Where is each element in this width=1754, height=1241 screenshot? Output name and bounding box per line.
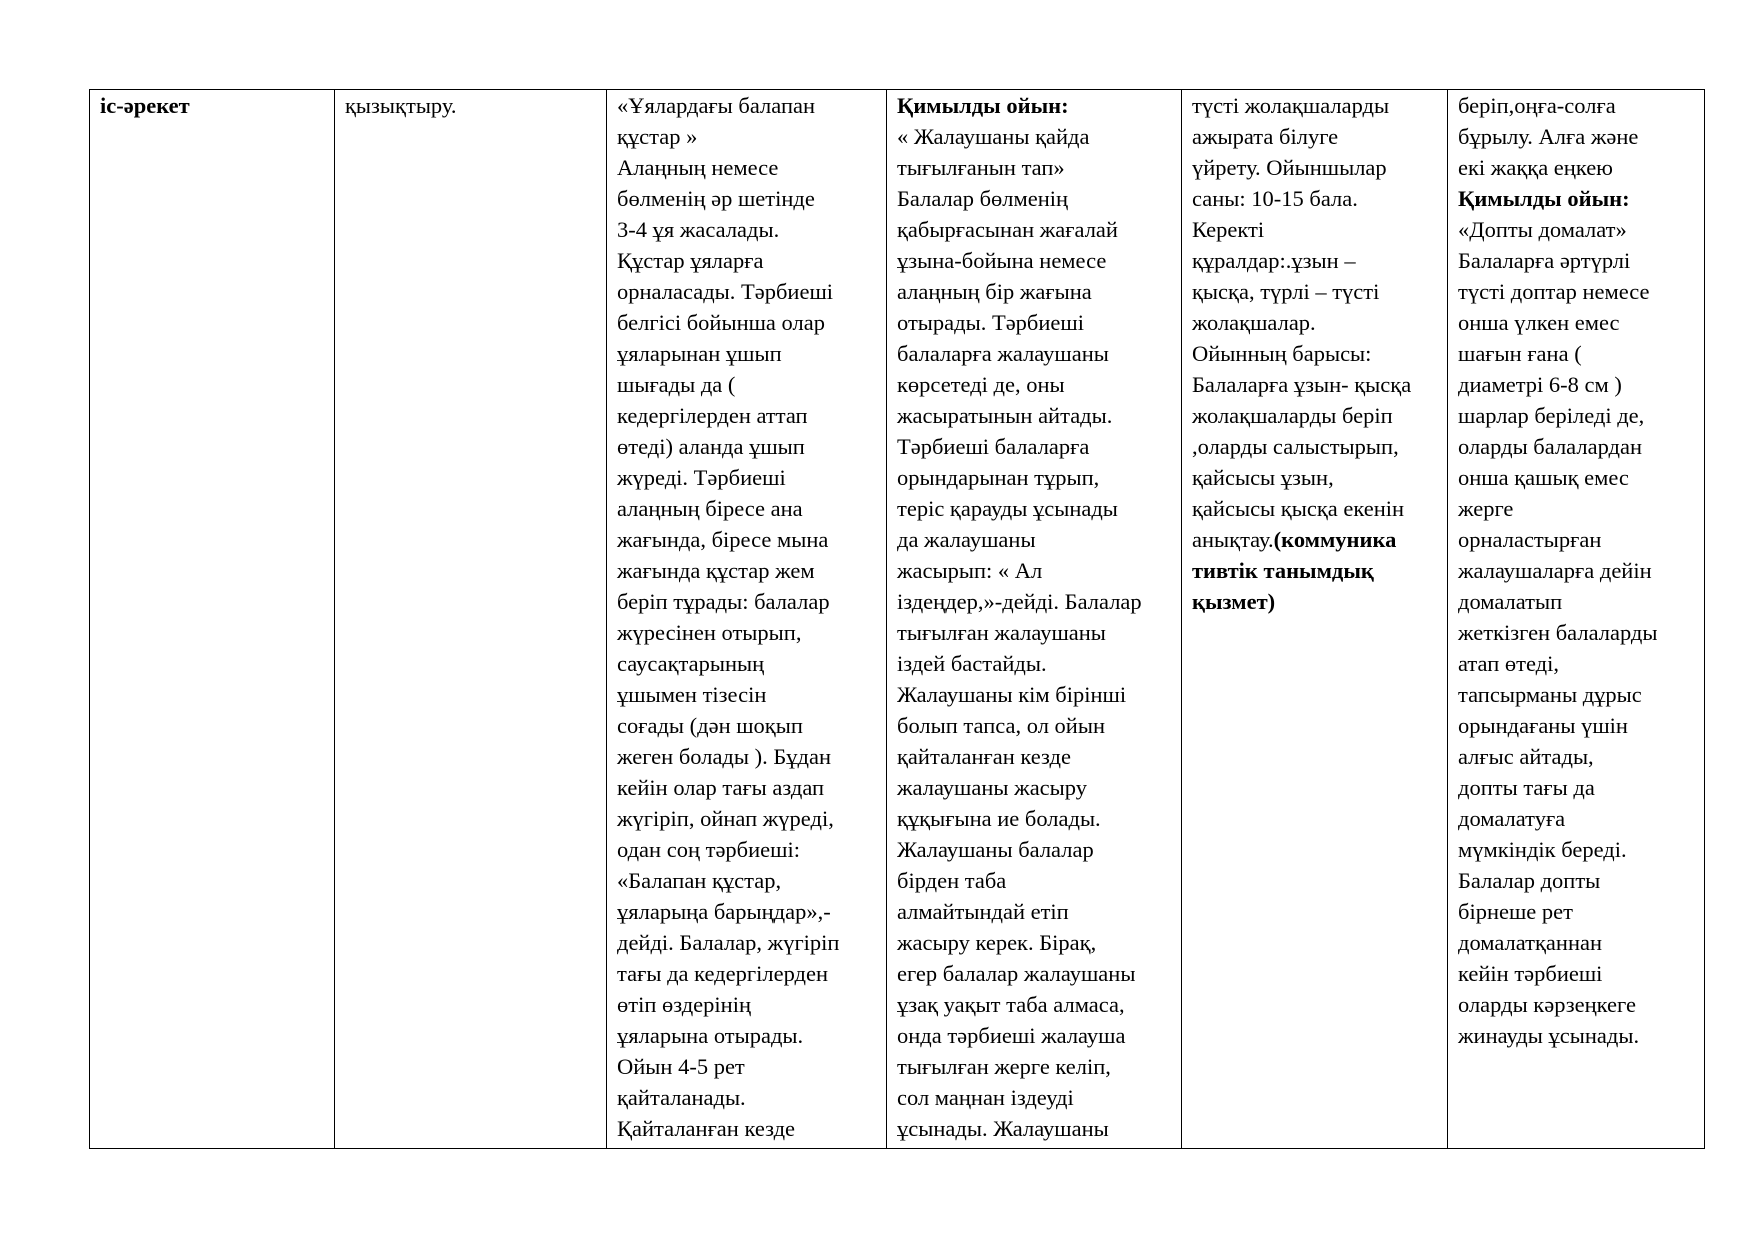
- text-line: 3-4 ұя жасалады.: [617, 217, 780, 242]
- text-line: Қайталанған кезде: [617, 1116, 796, 1141]
- text-line: ,оларды салыстырып,: [1192, 434, 1399, 459]
- text-line: алаңның бір жағына: [897, 279, 1092, 304]
- text-line-mixed: [1192, 524, 1439, 555]
- text-line: жасыратынын айтады.: [897, 403, 1113, 428]
- text-line: беріп тұрады: балалар: [617, 589, 830, 614]
- text-line: кейін тәрбиеші: [1458, 961, 1603, 986]
- text-line: ұзақ уақыт таба алмаса,: [897, 992, 1125, 1017]
- text-line: Жалаушаны кім бірінші: [897, 682, 1127, 707]
- text-line: түсті доптар немесе: [1458, 279, 1650, 304]
- text-line: оларды кәрзеңкеге: [1458, 992, 1636, 1017]
- text-line: беріп,оңға-солға: [1458, 93, 1616, 118]
- text-line: сол маңнан іздеуді: [897, 1085, 1074, 1110]
- text-line: қызмет): [1192, 589, 1276, 614]
- text-line: жолақшаларды беріп: [1192, 403, 1393, 428]
- text-line: Ойын 4-5 рет: [617, 1054, 745, 1079]
- text-line: құстар »: [617, 124, 698, 149]
- text-line: бірден таба: [897, 868, 1007, 893]
- text-line: іздей бастайды.: [897, 651, 1047, 676]
- text-line: ұсынады. Жалаушаны: [897, 1116, 1109, 1141]
- text-line: Жалаушаны балалар: [897, 837, 1094, 862]
- text-line: саны: 10-15 бала.: [1192, 186, 1358, 211]
- cell-activity-type: [90, 90, 335, 1149]
- text-line: бөлменің әр шетінде: [617, 186, 815, 211]
- text-line: Қимылды ойын:: [1458, 186, 1630, 211]
- text-line: көрсетеді де, оны: [897, 372, 1065, 397]
- text-line: жерге: [1458, 496, 1514, 521]
- text-line: онда тәрбиеші жалауша: [897, 1023, 1126, 1048]
- text-line: жалаушаларға дейін: [1458, 558, 1652, 583]
- text-line: диаметрі 6-8 см ): [1458, 372, 1622, 397]
- text-line: құралдар:.ұзын –: [1192, 248, 1356, 273]
- text-line: құқығына ие болады.: [897, 806, 1101, 831]
- text-line: домалатқаннан: [1458, 930, 1603, 955]
- text-line: тивтік танымдық: [1192, 558, 1374, 583]
- text-line: допты тағы да: [1458, 775, 1595, 800]
- text-line: белгісі бойынша олар: [617, 310, 825, 335]
- text-line: өтіп өздерінің: [617, 992, 752, 1017]
- text-line: тығылған жалаушаны: [897, 620, 1106, 645]
- plan-table: [89, 89, 1705, 1149]
- text-line: Балаларға ұзын- қысқа: [1192, 372, 1412, 397]
- text-line: «Балапан құстар,: [617, 868, 782, 893]
- text-line: Ойынның барысы:: [1192, 341, 1372, 366]
- text-line: домалатуға: [1458, 806, 1566, 831]
- text-line: кейін олар тағы аздап: [617, 775, 825, 800]
- text-line: жолақшалар.: [1192, 310, 1316, 335]
- text-line: дейді. Балалар, жүгіріп: [617, 930, 840, 955]
- text-line: шағын ғана (: [1458, 341, 1582, 366]
- text-line: орналасады. Тәрбиеші: [617, 279, 834, 304]
- text-bold: (коммуника: [1273, 527, 1397, 552]
- text-line: тапсырманы дұрыс: [1458, 682, 1642, 707]
- text-line: ұшымен тізесін: [617, 682, 767, 707]
- text-line: жүресінен отырып,: [617, 620, 802, 645]
- table-row: [90, 90, 1705, 1149]
- text-line: орындарынан тұрып,: [897, 465, 1100, 490]
- text-line: оларды балалардан: [1458, 434, 1642, 459]
- text-line: « Жалаушаны қайда: [897, 124, 1090, 149]
- text-line: домалатып: [1458, 589, 1563, 614]
- cell-game-ball: [1448, 90, 1705, 1149]
- text-line: жасыру керек. Бірақ,: [897, 930, 1097, 955]
- text-line: ұяларына отырады.: [617, 1023, 804, 1048]
- text-line: отырады. Тәрбиеші: [897, 310, 1084, 335]
- text-line: жасырып: « Ал: [897, 558, 1043, 583]
- text-line: Алаңның немесе: [617, 155, 779, 180]
- cell-game-stripes: [1182, 90, 1448, 1149]
- text-line: алғыс айтады,: [1458, 744, 1594, 769]
- text-line: іздеңдер,»-дейді. Балалар: [897, 589, 1142, 614]
- text-line: қайсысы ұзын,: [1192, 465, 1334, 490]
- text-line: Қимылды ойын:: [897, 93, 1069, 118]
- text-line: жалаушаны жасыру: [897, 775, 1087, 800]
- text-line: орындағаны үшін: [1458, 713, 1628, 738]
- text-line: жүгіріп, ойнап жүреді,: [617, 806, 834, 831]
- text-line: қайталанады.: [617, 1085, 746, 1110]
- text-line: іс-әрекет: [100, 93, 190, 118]
- text-line: Балалар бөлменің: [897, 186, 1069, 211]
- text-line: қызықтыру.: [345, 93, 457, 118]
- text-line: орналастырған: [1458, 527, 1602, 552]
- text-line: өтеді) аланда ұшып: [617, 434, 805, 459]
- text-line: тығылған жерге келіп,: [897, 1054, 1111, 1079]
- cell-game-nests: [607, 90, 887, 1149]
- text-line: Балалар допты: [1458, 868, 1601, 893]
- text-line: тағы да кедергілерден: [617, 961, 828, 986]
- text-line: балаларға жалаушаны: [897, 341, 1109, 366]
- text-line: Тәрбиеші балаларға: [897, 434, 1090, 459]
- text-line: жинауды ұсынады.: [1458, 1023, 1640, 1048]
- text-line: кедергілерден аттап: [617, 403, 808, 428]
- text-line: онша үлкен емес: [1458, 310, 1620, 335]
- text-line: жүреді. Тәрбиеші: [617, 465, 786, 490]
- text-line: саусақтарының: [617, 651, 765, 676]
- text-line: мүмкіндік береді.: [1458, 837, 1627, 862]
- text-line: үйрету. Ойыншылар: [1192, 155, 1387, 180]
- text-line: жағында, біресе мына: [617, 527, 829, 552]
- text-line: ұяларыңа барыңдар»,-: [617, 899, 831, 924]
- text-line: қабырғасынан жағалай: [897, 217, 1118, 242]
- text-line: бірнеше рет: [1458, 899, 1573, 924]
- text-line: да жалаушаны: [897, 527, 1036, 552]
- text-line: егер балалар жалаушаны: [897, 961, 1136, 986]
- text-line: түсті жолақшаларды: [1192, 93, 1390, 118]
- text-line: алмайтындай етіп: [897, 899, 1069, 924]
- text-line: атап өтеді,: [1458, 651, 1559, 676]
- text-plain: анықтау.: [1192, 527, 1274, 552]
- text-line: тығылғанын тап»: [897, 155, 1065, 180]
- text-line: қайталанған кезде: [897, 744, 1071, 769]
- text-line: бұрылу. Алға және: [1458, 124, 1639, 149]
- text-line: Балаларға әртүрлі: [1458, 248, 1631, 273]
- text-line: болып тапса, ол ойын: [897, 713, 1106, 738]
- text-line: «Допты домалат»: [1458, 217, 1627, 242]
- text-line: қысқа, түрлі – түсті: [1192, 279, 1380, 304]
- text-line: жеткізген балаларды: [1458, 620, 1658, 645]
- text-line: екі жаққа еңкею: [1458, 155, 1613, 180]
- text-line: жеген болады ). Бұдан: [617, 744, 832, 769]
- text-line: одан соң тәрбиеші:: [617, 837, 800, 862]
- cell-game-flag: [887, 90, 1182, 1149]
- text-line: қайсысы қысқа екенін: [1192, 496, 1405, 521]
- text-line: жағында құстар жем: [617, 558, 815, 583]
- text-line: шарлар беріледі де,: [1458, 403, 1645, 428]
- text-line: онша қашық емес: [1458, 465, 1629, 490]
- text-line: «Ұялардағы балапан: [617, 93, 816, 118]
- text-line: шығады да (: [617, 372, 736, 397]
- text-line: Керекті: [1192, 217, 1265, 242]
- text-line: ұзына-бойына немесе: [897, 248, 1107, 273]
- text-line: ажырата білуге: [1192, 124, 1339, 149]
- text-line: алаңның біресе ана: [617, 496, 803, 521]
- text-line: соғады (дән шоқып: [617, 713, 803, 738]
- cell-goal: [335, 90, 607, 1149]
- text-line: ұяларынан ұшып: [617, 341, 782, 366]
- text-line: Құстар ұяларға: [617, 248, 764, 273]
- text-line: теріс қарауды ұсынады: [897, 496, 1118, 521]
